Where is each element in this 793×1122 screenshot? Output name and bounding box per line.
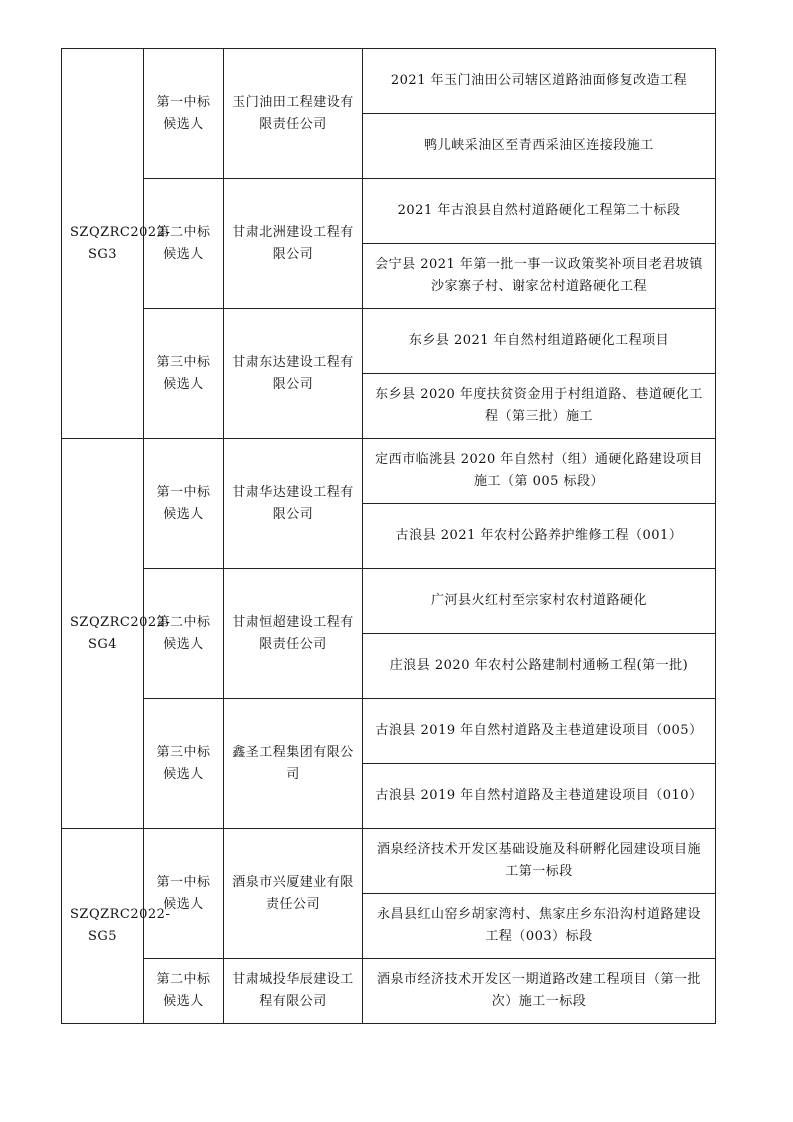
project-name: 古浪县 2019 年自然村道路及主巷道建设项目（010）	[363, 764, 716, 829]
section-code: SZQZRC2022-SG4	[62, 439, 144, 829]
company-name: 鑫圣工程集团有限公司	[224, 699, 363, 829]
project-name: 广河县火红村至宗家村农村道路硬化	[363, 569, 716, 634]
company-name: 甘肃华达建设工程有限公司	[224, 439, 363, 569]
candidate-rank: 第三中标候选人	[144, 309, 224, 439]
project-name: 定西市临洮县 2020 年自然村（组）通硬化路建设项目施工（第 005 标段）	[363, 439, 716, 504]
table-row	[62, 569, 716, 634]
project-name: 庄浪县 2020 年农村公路建制村通畅工程(第一批)	[363, 634, 716, 699]
bid-candidates-table	[61, 48, 716, 1024]
project-name: 2021 年玉门油田公司辖区道路油面修复改造工程	[363, 49, 716, 114]
company-name: 甘肃东达建设工程有限公司	[224, 309, 363, 439]
table-row	[62, 309, 716, 374]
project-name: 鸭儿峡采油区至青西采油区连接段施工	[363, 114, 716, 179]
company-name: 酒泉市兴厦建业有限责任公司	[224, 829, 363, 959]
candidate-rank: 第三中标候选人	[144, 699, 224, 829]
table-row	[62, 49, 716, 114]
candidate-rank: 第一中标候选人	[144, 49, 224, 179]
candidate-rank: 第一中标候选人	[144, 439, 224, 569]
project-name: 酒泉市经济技术开发区一期道路改建工程项目（第一批次）施工一标段	[363, 959, 716, 1024]
section-code: SZQZRC2022-SG5	[62, 829, 144, 1024]
candidate-rank: 第一中标候选人	[144, 829, 224, 959]
table-row	[62, 439, 716, 504]
project-name: 古浪县 2019 年自然村道路及主巷道建设项目（005）	[363, 699, 716, 764]
project-name: 会宁县 2021 年第一批一事一议政策奖补项目老君坡镇沙家寨子村、谢家岔村道路硬化工程	[363, 244, 716, 309]
table-row	[62, 179, 716, 244]
company-name: 甘肃城投华辰建设工程有限公司	[224, 959, 363, 1024]
company-name: 玉门油田工程建设有限责任公司	[224, 49, 363, 179]
project-name: 酒泉经济技术开发区基础设施及科研孵化园建设项目施工第一标段	[363, 829, 716, 894]
project-name: 永昌县红山窑乡胡家湾村、焦家庄乡东沿沟村道路建设工程（003）标段	[363, 894, 716, 959]
company-name: 甘肃北洲建设工程有限公司	[224, 179, 363, 309]
project-name: 东乡县 2021 年自然村组道路硬化工程项目	[363, 309, 716, 374]
section-code: SZQZRC2022-SG3	[62, 49, 144, 439]
table-row	[62, 699, 716, 764]
candidate-rank: 第二中标候选人	[144, 959, 224, 1024]
candidate-rank: 第二中标候选人	[144, 569, 224, 699]
candidate-rank: 第二中标候选人	[144, 179, 224, 309]
project-name: 东乡县 2020 年度扶贫资金用于村组道路、巷道硬化工程（第三批）施工	[363, 374, 716, 439]
company-name: 甘肃恒超建设工程有限责任公司	[224, 569, 363, 699]
project-name: 古浪县 2021 年农村公路养护维修工程（001）	[363, 504, 716, 569]
project-name: 2021 年古浪县自然村道路硬化工程第二十标段	[363, 179, 716, 244]
table-row	[62, 829, 716, 894]
table-row	[62, 959, 716, 1024]
